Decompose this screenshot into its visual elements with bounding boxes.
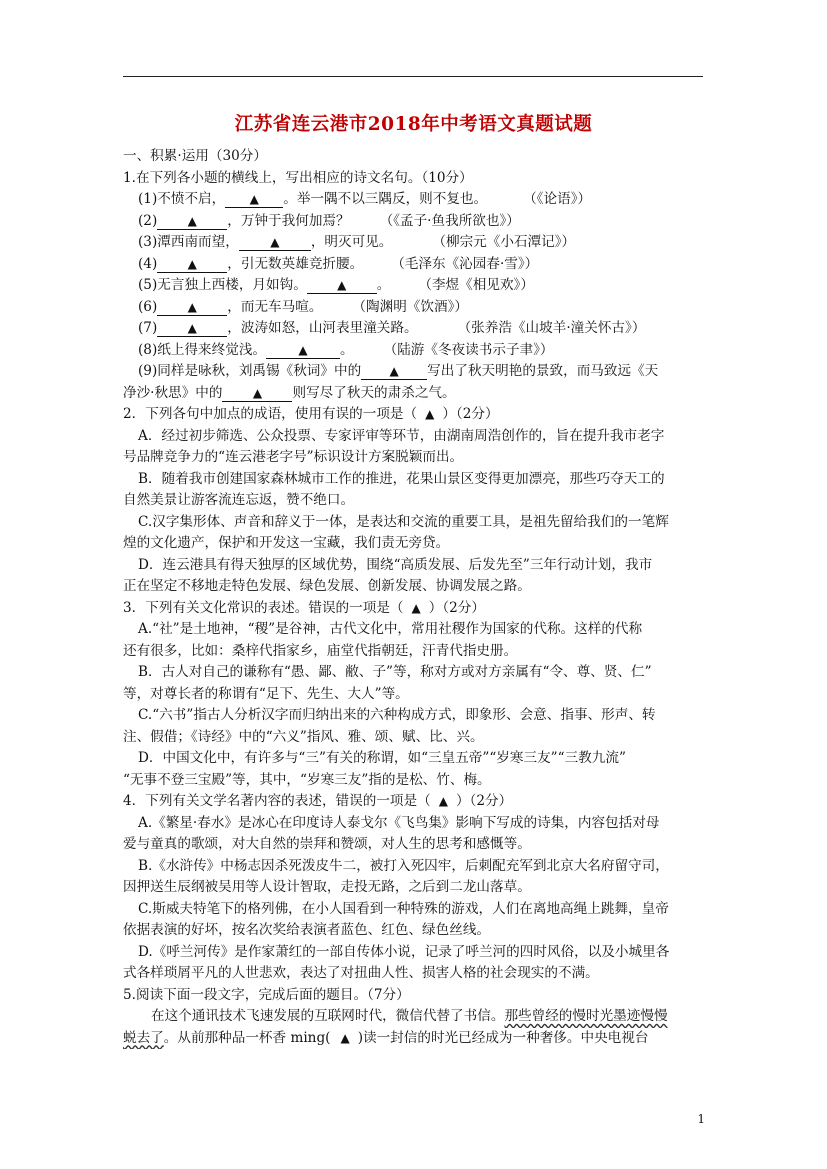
- q2-option-a: A．经过初步筛选、公众投票、专家评审等环节，由湖南周浩创作的，旨在提升我市老字: [138, 427, 665, 444]
- q3-option-c: C.“六书”指古人分析汉字而归纳出来的六种构成方式，即象形、会意、指事、形声、转: [138, 707, 656, 723]
- q4-option-b-cont: 因押送生辰纲被吴用等人设计智取，走投无路，之后到二龙山落草。: [123, 879, 531, 895]
- wavy-underlined-phrase: 那些曾经的慢时光墨迹慢慢: [504, 1008, 668, 1024]
- q4-option-d: D.《呼兰河传》是作家萧红的一部自传体小说，记录了呼兰河的四时风俗，以及小城里各: [138, 943, 670, 960]
- page-title: 江苏省连云港市2018年中考语文真题试题: [234, 114, 593, 135]
- answer-blank: ▲: [266, 343, 340, 359]
- question-4-stem: 4．下列有关文学名著内容的表述，错误的一项是（ ▲ ）（2分）: [123, 793, 513, 809]
- q1-item-3: (3)潭西南而望， ▲ ，明灭可见。 （柳宗元《小石潭记》）: [138, 234, 576, 250]
- q3-option-c-cont: 注、假借；《诗经》中的“六义”指风、雅、颂、赋、比、兴。: [123, 728, 484, 745]
- q1-item-7: (7) ▲ ，波涛如怒，山河表里潼关路。 （张养浩《山坡羊·潼关怀古》）: [138, 320, 646, 336]
- answer-blank: ▲: [157, 321, 227, 337]
- q4-option-a-cont: 爱与童真的歌颂，对大自然的崇拜和赞颂，对人生的思考和感慨等。: [123, 836, 531, 852]
- question-2-stem: 2．下列各句中加点的成语，使用有误的一项是（ ▲ ）（2分）: [123, 406, 499, 422]
- q2-option-c-cont: 煌的文化遗产，保护和开发这一宝藏，我们责无旁贷。: [123, 535, 450, 551]
- exam-content: [123, 146, 703, 1049]
- q1-item-9-cont: 净沙·秋思》中的 ▲ 则写尽了秋天的肃杀之气。: [123, 384, 456, 401]
- q1-item-6: (6) ▲ ，而无车马喧。 （陶渊明《饮酒》）: [138, 298, 468, 315]
- page-number: 1: [697, 1112, 705, 1126]
- q1-item-4: (4) ▲ ，引无数英雄竞折腰。 （毛泽东《沁园春·雪》）: [138, 255, 539, 272]
- q4-option-c: C.斯威夫特笔下的格列佛，在小人国看到一种特殊的游戏，人们在离地高绳上跳舞，皇帝: [138, 900, 669, 917]
- question-5-stem: 5.阅读下面一段文字，完成后面的题目。（7分）: [123, 986, 410, 1003]
- q1-item-2: (2) ▲ ，万钟于我何加焉？ （《孟子·鱼我所欲也》）: [138, 212, 520, 229]
- q1-item-5: (5)无言独上西楼，月如钩。 ▲ 。 （李煜《相见欢》）: [138, 277, 534, 293]
- answer-blank: ▲: [361, 364, 427, 380]
- q3-option-d-cont: “无事不登三宝殿”等，其中，“岁寒三友”指的是松、竹、梅。: [123, 771, 491, 788]
- q5-passage-line-1: 在这个通讯技术飞速发展的互联网时代，微信代替了书信。那些曾经的慢时光墨迹慢慢: [151, 1008, 668, 1024]
- q3-option-a: A.“社”是土地神，“稷”是谷神，古代文化中，常用社稷作为国家的代称。这样的代称: [138, 621, 643, 637]
- answer-blank: ▲: [225, 192, 283, 208]
- wavy-underlined-phrase: 蜕去了: [123, 1029, 164, 1046]
- q2-option-d-cont: 正在坚定不移地走特色发展、绿色发展、创新发展、协调发展之路。: [123, 578, 531, 594]
- q2-option-b: B．随着我市创建国家森林城市工作的推进，花果山景区变得更加漂亮，那些巧夺天工的: [138, 470, 665, 487]
- q1-item-1: (1)不愤不启， ▲ 。举一隅不以三隅反，则不复也。 （《论语》）: [138, 191, 592, 207]
- section-heading: 一、积累·运用（30分）: [123, 148, 267, 164]
- q4-option-c-cont: 依据表演的好坏，按名次奖给表演者蓝色、红色、绿色丝线。: [123, 922, 491, 938]
- q5-passage-line-2: 蜕去了。从前那种品一杯香 ming( ▲ )读一封信的时光已经成为一种奢侈。中央电视台: [123, 1029, 649, 1046]
- q3-option-b: B．古人对自己的谦称有“愚、鄙、敝、子”等，称对方或对方亲属有“令、尊、贤、仁”: [138, 664, 652, 680]
- answer-blank: ▲: [239, 235, 311, 251]
- q3-option-d: D．中国文化中，有许多与“三”有关的称谓，如“三皇五帝”“岁寒三友”“三教九流”: [138, 750, 626, 766]
- q1-item-8: (8)纸上得来终觉浅。 ▲ 。 （陆游《冬夜读书示子聿》）: [138, 341, 554, 358]
- answer-blank: ▲: [222, 386, 292, 402]
- q4-option-d-cont: 式各样琐屑平凡的人世悲欢，表达了对扭曲人性、损害人格的社会现实的不满。: [123, 965, 599, 981]
- q3-option-b-cont: 等，对尊长者的称谓有“足下、先生、大人”等。: [123, 685, 409, 702]
- q1-item-9: (9)同样是咏秋，刘禹锡《秋词》中的 ▲ 写出了秋天明艳的景致，而马致远《天: [138, 363, 659, 379]
- answer-blank: ▲: [307, 278, 377, 294]
- answer-blank: ▲: [157, 257, 227, 273]
- q2-option-b-cont: 自然美景让游客流连忘返，赞不绝口。: [123, 492, 355, 508]
- q4-option-b: B.《水浒传》中杨志因杀死泼皮牛二，被打入死囚牢，后刺配充军到北京大名府留守司，: [138, 857, 669, 874]
- q2-option-d: D．连云港具有得天独厚的区域优势，围绕“高质发展、后发先至”三年行动计划，我市: [138, 556, 653, 573]
- answer-blank: ▲: [157, 300, 227, 316]
- question-1-stem: 1.在下列各小题的横线上，写出相应的诗文名句。（10分）: [123, 169, 473, 186]
- top-rule: [123, 76, 703, 77]
- q3-option-a-cont: 还有很多，比如：桑梓代指家乡，庙堂代指朝廷，汗青代指史册。: [123, 642, 518, 659]
- q2-option-c: C.汉字集形体、声音和辞义于一体，是表达和交流的重要工具，是祖先留给我们的一笔辉: [138, 513, 669, 530]
- answer-blank: ▲: [157, 214, 227, 230]
- q4-option-a: A.《繁星·春水》是冰心在印度诗人泰戈尔《飞鸟集》影响下写成的诗集，内容包括对母: [138, 814, 660, 831]
- question-3-stem: 3．下列有关文化常识的表述。错误的一项是（ ▲ ）（2分）: [123, 599, 485, 616]
- q2-option-a-cont: 号品牌竞争力的“连云港老字号”标识设计方案脱颖而出。: [123, 449, 464, 465]
